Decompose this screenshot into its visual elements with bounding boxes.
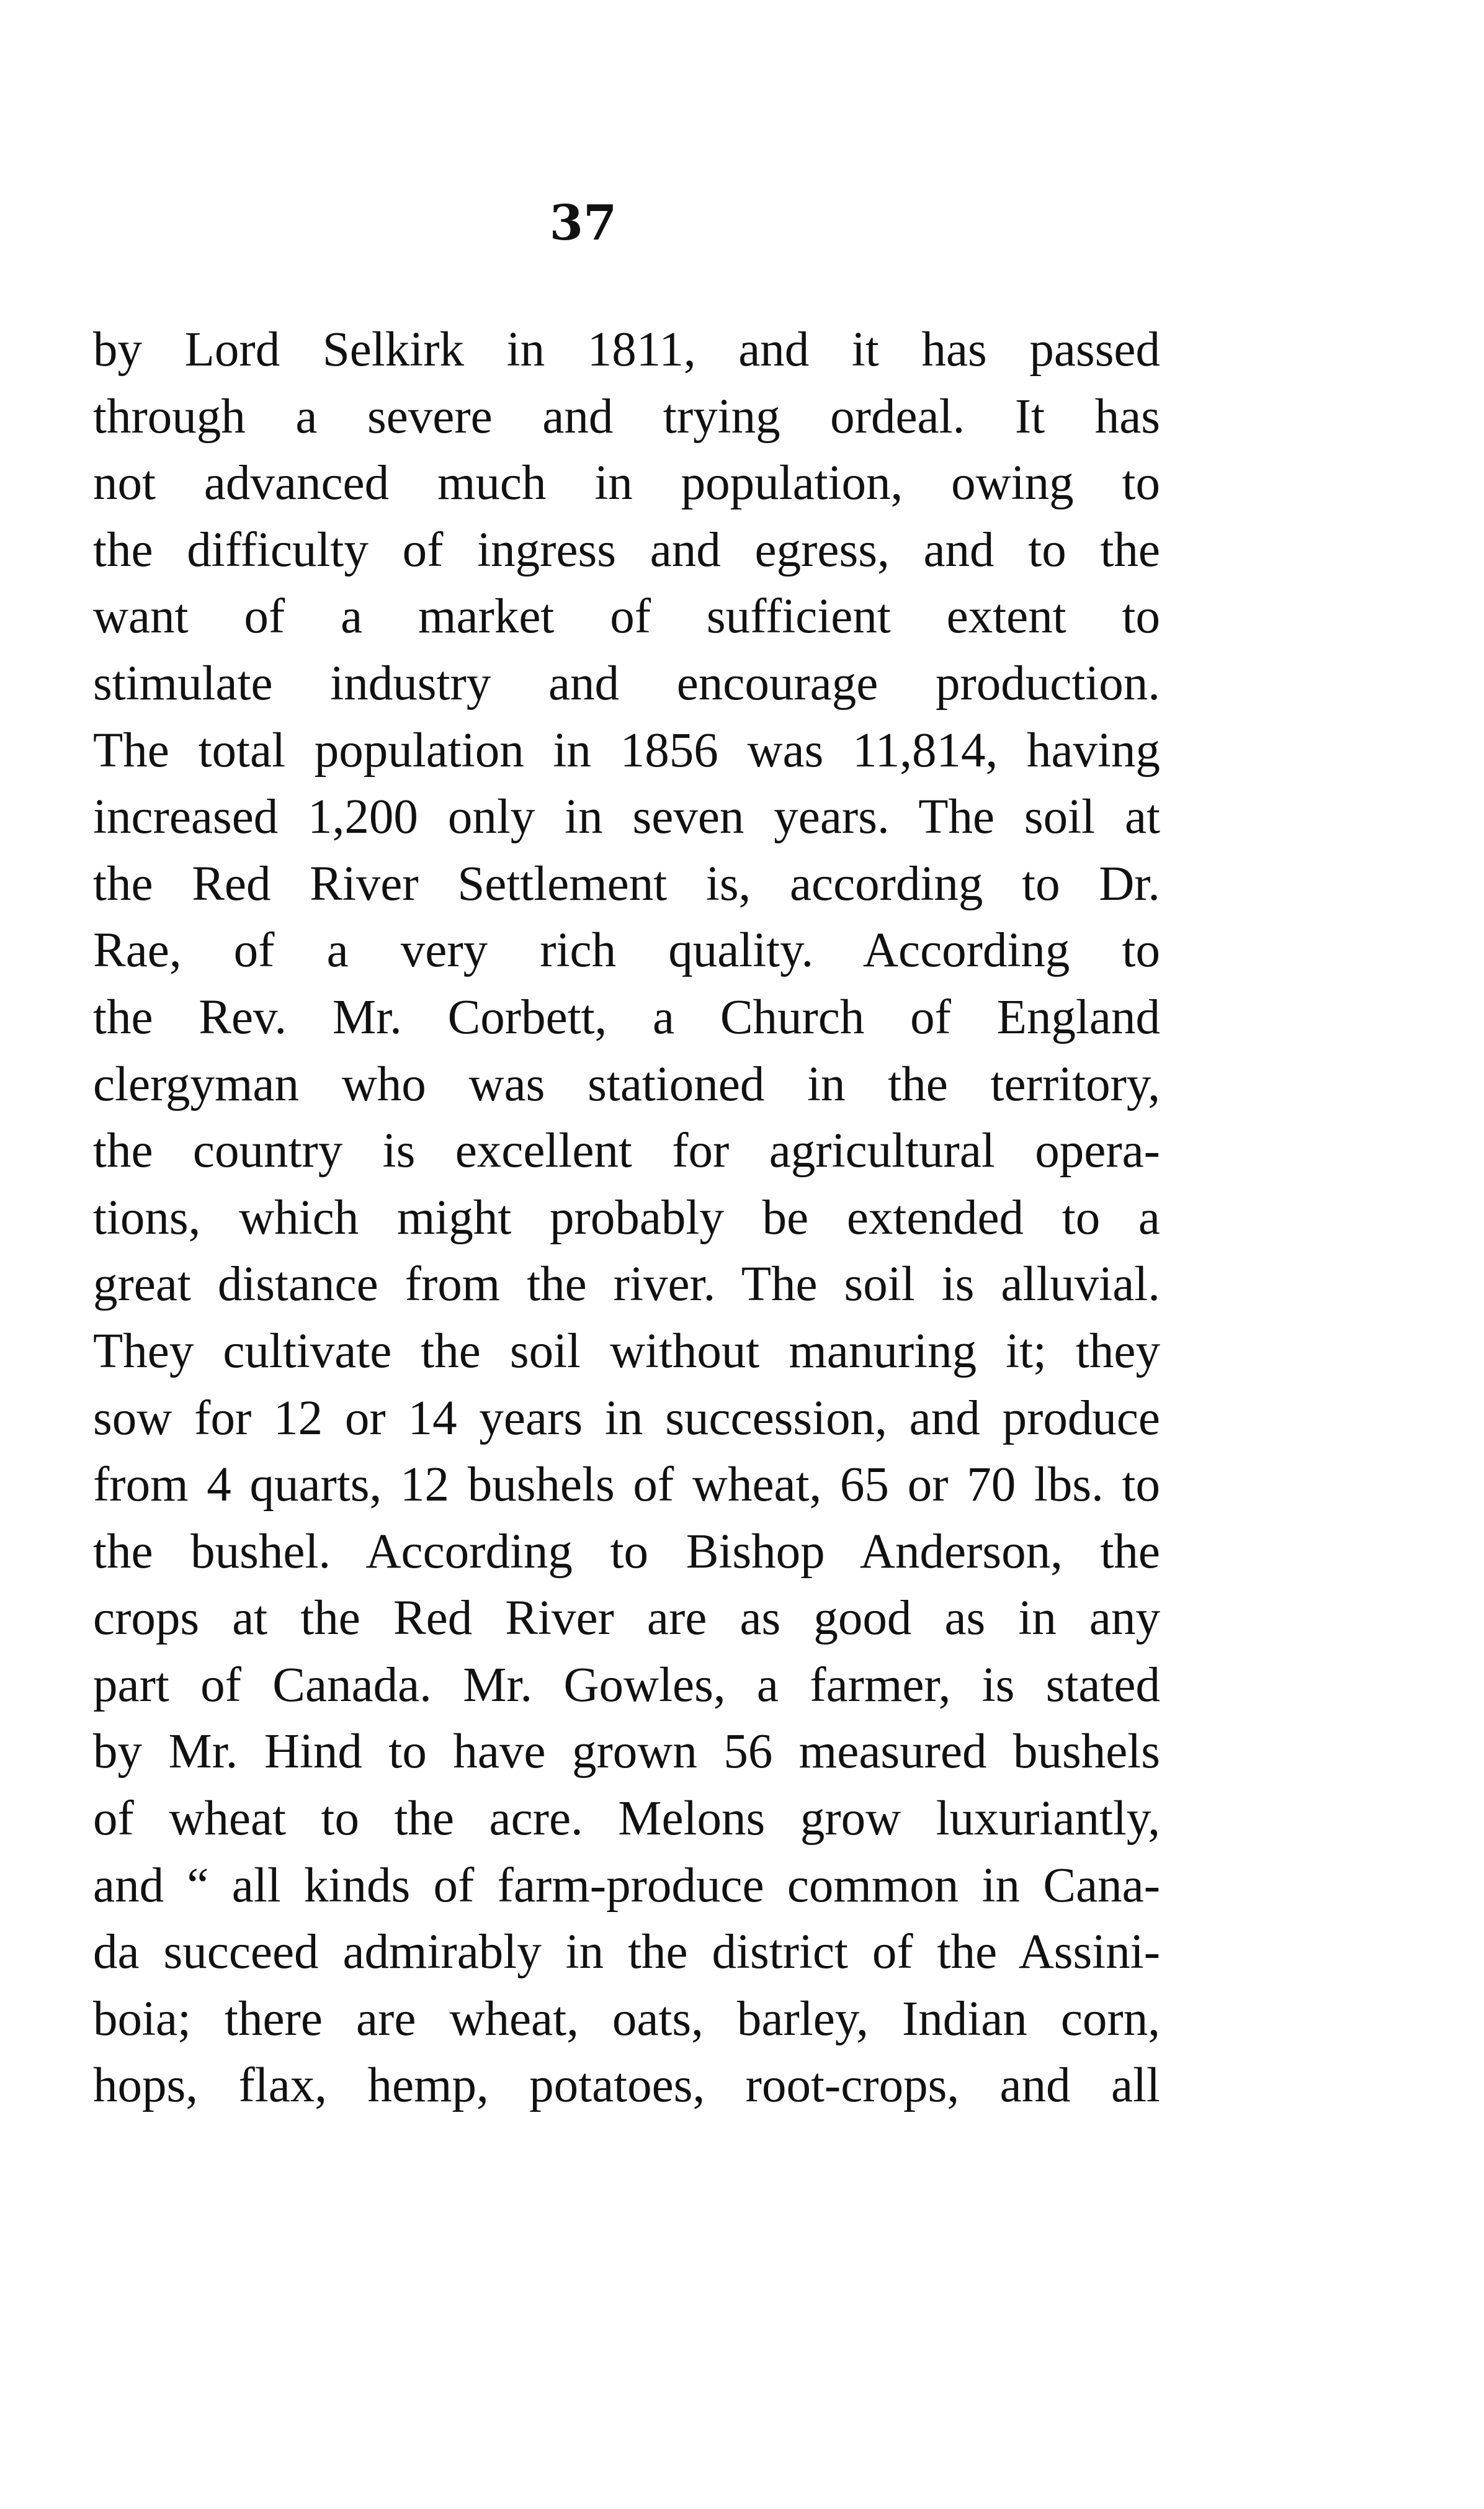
text-line: not advanced much in population, owing to	[93, 456, 1160, 511]
text-line: the Rev. Mr. Corbett, a Church of England	[93, 990, 1160, 1044]
text-line: They cultivate the soil without manuring it; they	[93, 1324, 1160, 1378]
text-line: increased 1,200 only in seven years. The soil at	[93, 790, 1160, 845]
text-line: stimulate industry and encourage production.	[93, 656, 1160, 711]
text-line: and “ all kinds of farm-produce common in Cana-	[93, 1858, 1160, 1913]
text-line: by Lord Selkirk in 1811, and it has passed	[93, 323, 1160, 377]
text-line: boia; there are wheat, oats, barley, Indian corn,	[93, 1991, 1160, 2046]
text-line: tions, which might probably be extended to a	[93, 1190, 1160, 1245]
text-line: by Mr. Hind to have grown 56 measured bushels	[93, 1725, 1160, 1779]
text-line: of wheat to the acre. Melons grow luxuriantly,	[93, 1792, 1160, 1846]
text-line: part of Canada. Mr. Gowles, a farmer, is stated	[93, 1658, 1160, 1712]
text-line: da succeed admirably in the district of the Assini-	[93, 1925, 1160, 1980]
text-line: the difficulty of ingress and egress, and to the	[93, 523, 1160, 577]
text-line: the bushel. According to Bishop Anderson, the	[93, 1524, 1160, 1579]
text-line: The total population in 1856 was 11,814, having	[93, 723, 1160, 778]
text-line: the country is excellent for agricultural opera-	[93, 1124, 1160, 1178]
text-line: through a severe and trying ordeal. It has	[93, 389, 1160, 444]
text-line: from 4 quarts, 12 bushels of wheat, 65 or 70 lbs. to	[93, 1458, 1160, 1512]
text-line: want of a market of sufficient extent to	[93, 590, 1160, 644]
text-line: great distance from the river. The soil is alluvial.	[93, 1257, 1160, 1312]
text-line: sow for 12 or 14 years in succession, and produce	[93, 1391, 1160, 1445]
text-line: the Red River Settlement is, according to Dr.	[93, 856, 1160, 911]
page-number: 37	[549, 195, 617, 251]
text-line: Rae, of a very rich quality. According to	[93, 923, 1160, 978]
text-line: hops, flax, hemp, potatoes, root-crops, and all	[93, 2058, 1160, 2113]
text-line: crops at the Red River are as good as in any	[93, 1591, 1160, 1646]
body-text	[93, 316, 1160, 2119]
text-line: clergyman who was stationed in the territory,	[93, 1057, 1160, 1111]
